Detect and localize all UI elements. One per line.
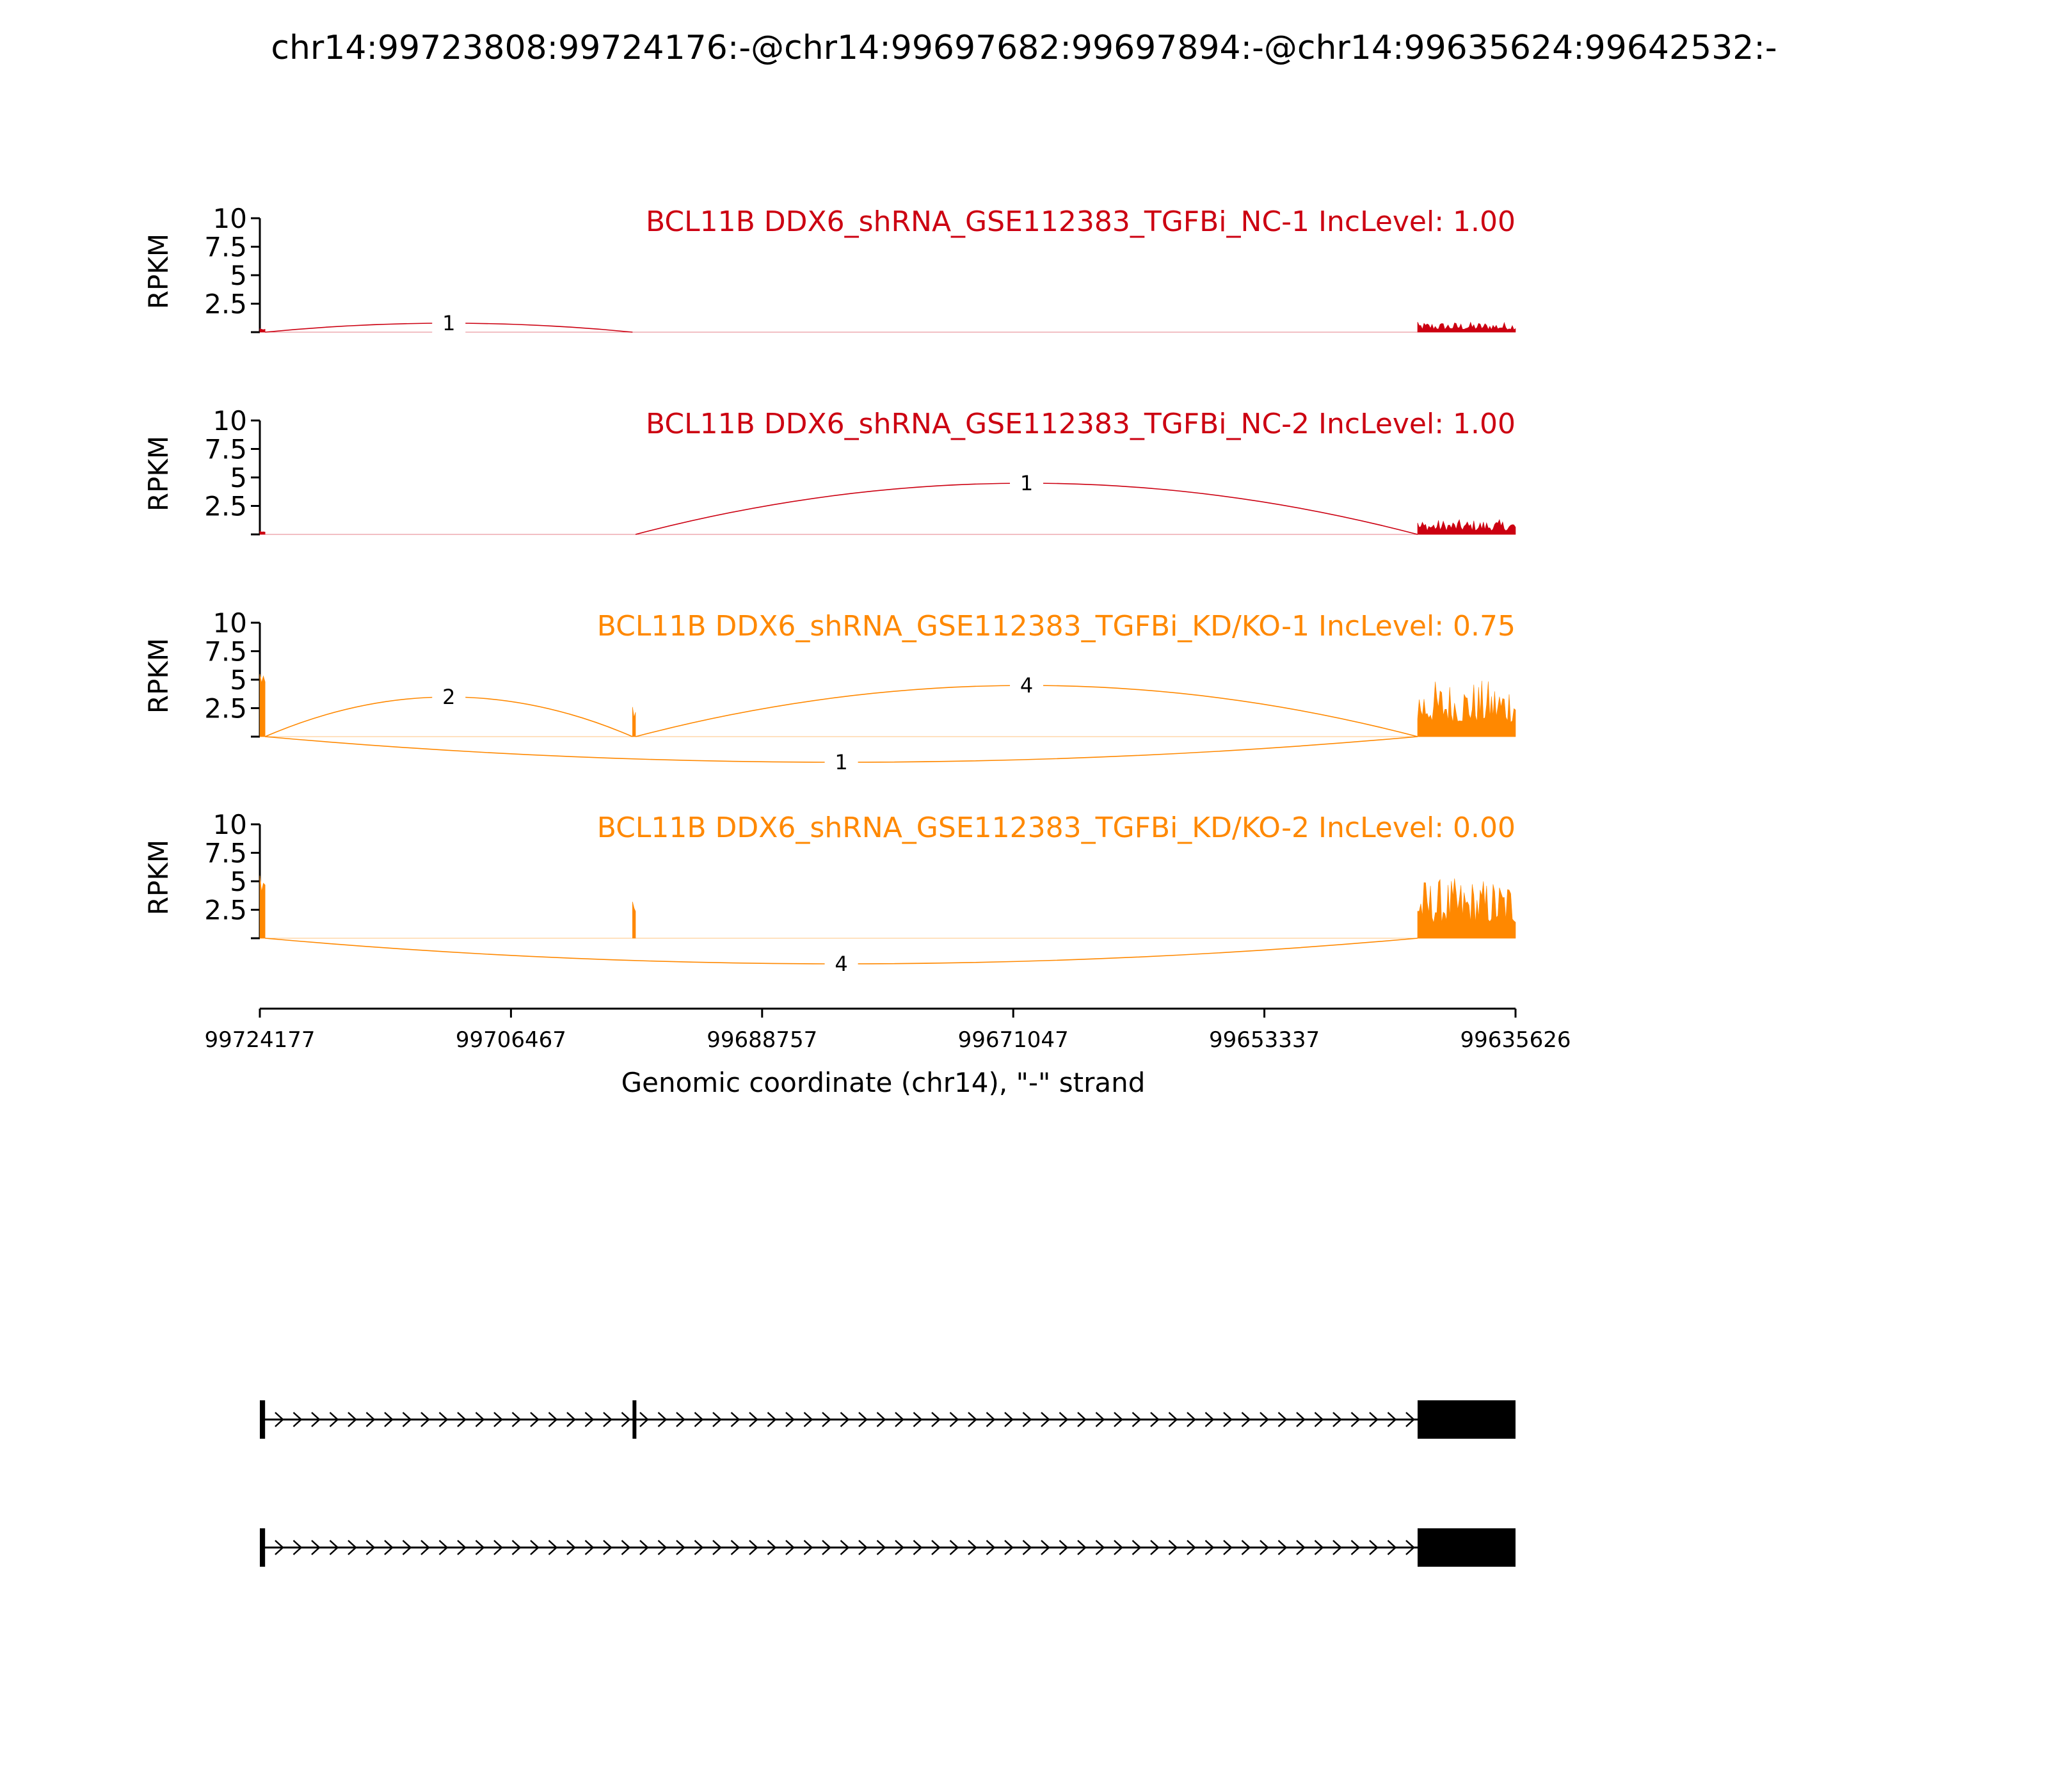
isoform-exon bbox=[1418, 1528, 1516, 1567]
y-tick-label: 5 bbox=[230, 260, 247, 291]
junction-count: 1 bbox=[1020, 471, 1034, 495]
y-axis-label: RPKM bbox=[143, 233, 174, 310]
x-axis-label: Genomic coordinate (chr14), "-" strand bbox=[621, 1067, 1146, 1098]
y-tick-label: 10 bbox=[212, 607, 247, 639]
x-tick-label: 99671047 bbox=[957, 1027, 1069, 1053]
panel-label: BCL11B DDX6_shRNA_GSE112383_TGFBi_NC-1 IncLevel: 1.00 bbox=[645, 205, 1516, 238]
x-tick-label: 99635626 bbox=[1460, 1027, 1571, 1053]
junction-count: 1 bbox=[835, 750, 848, 774]
panel-4 bbox=[143, 809, 1516, 977]
junction-count: 4 bbox=[835, 952, 848, 976]
y-tick-label: 10 bbox=[212, 203, 247, 234]
y-tick-label: 2.5 bbox=[204, 490, 247, 522]
coverage-exon-1 bbox=[260, 876, 265, 938]
panel-3 bbox=[143, 607, 1516, 775]
junction-count: 2 bbox=[442, 685, 456, 709]
x-tick-label: 99724177 bbox=[204, 1027, 316, 1053]
coverage-exon-2 bbox=[632, 707, 636, 737]
coverage-exon-3 bbox=[1418, 322, 1516, 332]
panel-label: BCL11B DDX6_shRNA_GSE112383_TGFBi_KD/KO-1 IncLevel: 0.75 bbox=[596, 610, 1516, 643]
coverage-exon-3 bbox=[1418, 681, 1516, 737]
y-tick-label: 10 bbox=[212, 809, 247, 840]
y-tick-label: 7.5 bbox=[204, 837, 247, 869]
junction-count: 4 bbox=[1020, 673, 1034, 698]
panel-2 bbox=[143, 405, 1516, 534]
x-tick-label: 99653337 bbox=[1209, 1027, 1320, 1053]
y-tick-label: 7.5 bbox=[204, 231, 247, 263]
x-tick-label: 99688757 bbox=[707, 1027, 818, 1053]
isoform-exon bbox=[1418, 1400, 1516, 1439]
y-tick-label: 10 bbox=[212, 405, 247, 436]
y-axis-label: RPKM bbox=[143, 839, 174, 916]
isoform-exon bbox=[632, 1400, 636, 1439]
y-tick-label: 5 bbox=[230, 664, 247, 696]
junction-count: 1 bbox=[442, 311, 456, 335]
y-axis-label: RPKM bbox=[143, 637, 174, 714]
isoform-tracks bbox=[260, 1400, 1516, 1567]
coverage-exon-1 bbox=[260, 674, 265, 737]
y-axis-label: RPKM bbox=[143, 435, 174, 512]
isoform-exon bbox=[260, 1400, 265, 1439]
isoform-2 bbox=[260, 1528, 1516, 1567]
x-axis bbox=[204, 1009, 1571, 1053]
y-tick-label: 7.5 bbox=[204, 433, 247, 465]
coverage-exon-3 bbox=[1418, 520, 1516, 534]
coverage-exon-2 bbox=[632, 902, 636, 938]
y-tick-label: 5 bbox=[230, 462, 247, 493]
coverage-exon-3 bbox=[1418, 879, 1516, 938]
coverage-panels bbox=[143, 203, 1516, 977]
panel-label: BCL11B DDX6_shRNA_GSE112383_TGFBi_NC-2 IncLevel: 1.00 bbox=[645, 408, 1516, 440]
y-tick-label: 2.5 bbox=[204, 692, 247, 724]
coverage-exon-1 bbox=[260, 329, 265, 332]
chart-title: chr14:99723808:99724176:-@chr14:99697682:99697894:-@chr14:99635624:99642532:- bbox=[271, 29, 1777, 67]
y-tick-label: 5 bbox=[230, 866, 247, 897]
y-tick-label: 2.5 bbox=[204, 288, 247, 320]
panel-label: BCL11B DDX6_shRNA_GSE112383_TGFBi_KD/KO-2 IncLevel: 0.00 bbox=[596, 812, 1516, 844]
isoform-1 bbox=[260, 1400, 1516, 1439]
y-tick-label: 7.5 bbox=[204, 636, 247, 668]
panel-1 bbox=[143, 203, 1516, 336]
isoform-exon bbox=[260, 1528, 265, 1567]
x-tick-label: 99706467 bbox=[455, 1027, 566, 1053]
coverage-exon-1 bbox=[260, 531, 265, 534]
y-tick-label: 2.5 bbox=[204, 894, 247, 926]
